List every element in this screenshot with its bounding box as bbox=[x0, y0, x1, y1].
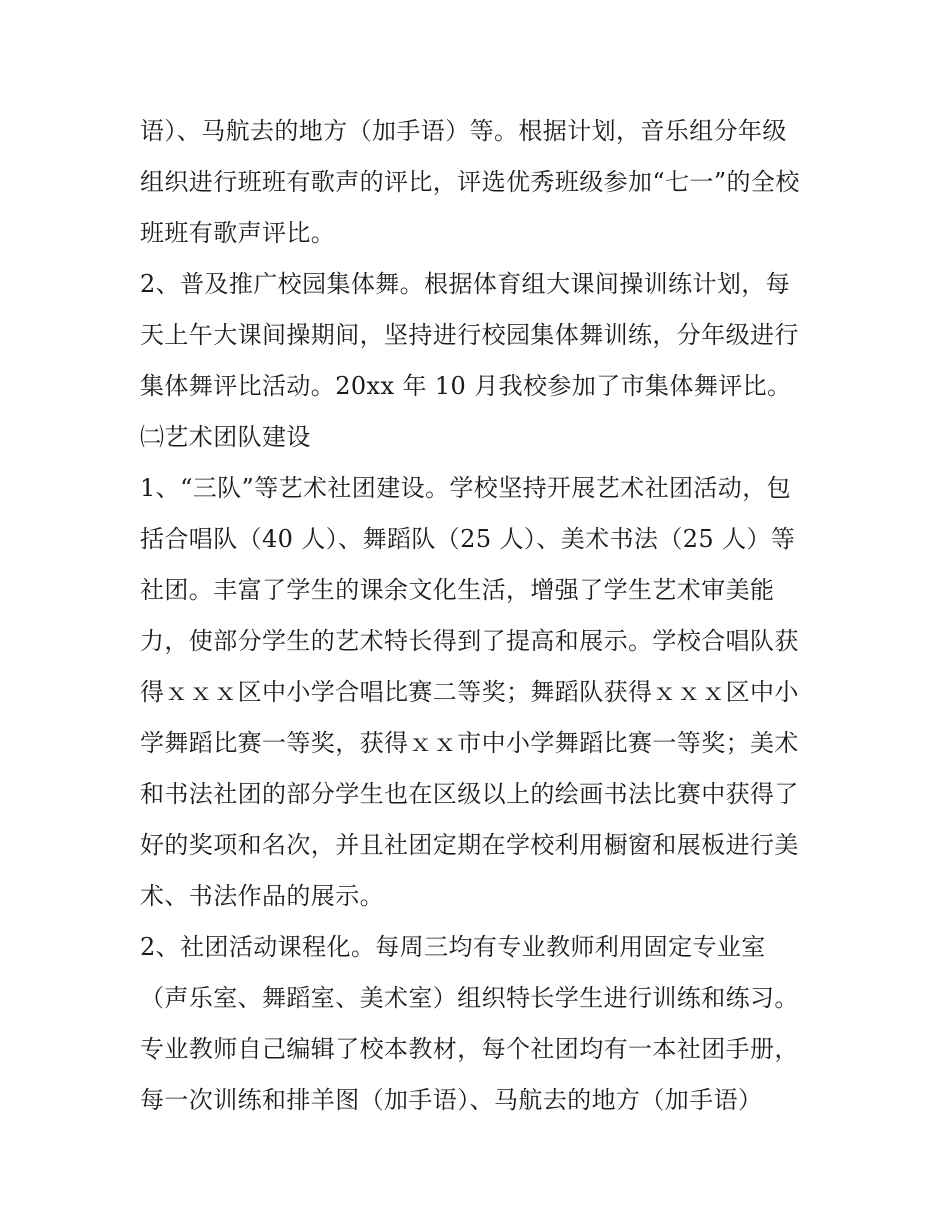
section-heading: ㈡艺术团队建设 bbox=[140, 423, 311, 451]
text-line: 2、普及推广校园集体舞。根据体育组大课间操训练计划，每 bbox=[140, 270, 791, 298]
text-line: 语）、马航去的地方（加手语）等。根据计划，音乐组分年级 bbox=[140, 117, 787, 145]
text-line: 组织进行班班有歌声的评比，评选优秀班级参加“七一”的全校 bbox=[140, 168, 800, 196]
text-line: 术、书法作品的展示。 bbox=[140, 882, 384, 910]
text-line: （声乐室、舞蹈室、美术室）组织特长学生进行训练和练习。 bbox=[140, 984, 799, 1012]
text-line: 专业教师自己编辑了校本教材，每个社团均有一本社团手册， bbox=[140, 1035, 799, 1063]
text-line: 学舞蹈比赛一等奖，获得ｘｘ市中小学舞蹈比赛一等奖；美术 bbox=[140, 729, 799, 757]
text-line: 1、“三队”等艺术社团建设。学校坚持开展艺术社团活动，包 bbox=[140, 474, 792, 502]
text-line: 班班有歌声评比。 bbox=[140, 219, 336, 247]
text-line: 天上午大课间操期间，坚持进行校园集体舞训练，分年级进行 bbox=[140, 321, 799, 349]
text-line: 得ｘｘｘ区中小学合唱比赛二等奖；舞蹈队获得ｘｘｘ区中小 bbox=[140, 678, 799, 706]
text-line: 2、社团活动课程化。每周三均有专业教师利用固定专业室 bbox=[140, 933, 766, 961]
text-line: 括合唱队（40 人）、舞蹈队（25 人）、美术书法（25 人）等 bbox=[140, 525, 796, 553]
text-line: 每一次训练和排羊图（加手语）、马航去的地方（加手语） bbox=[140, 1086, 763, 1114]
text-line: 力，使部分学生的艺术特长得到了提高和展示。学校合唱队获 bbox=[140, 627, 799, 655]
text-line: 社团。丰富了学生的课余文化生活，增强了学生艺术审美能 bbox=[140, 576, 775, 604]
body-text bbox=[140, 106, 820, 1126]
text-line: 好的奖项和名次，并且社团定期在学校利用橱窗和展板进行美 bbox=[140, 831, 799, 859]
text-line: 和书法社团的部分学生也在区级以上的绘画书法比赛中获得了 bbox=[140, 780, 799, 808]
text-line: 集体舞评比活动。20xx 年 10 月我校参加了市集体舞评比。 bbox=[140, 372, 792, 400]
